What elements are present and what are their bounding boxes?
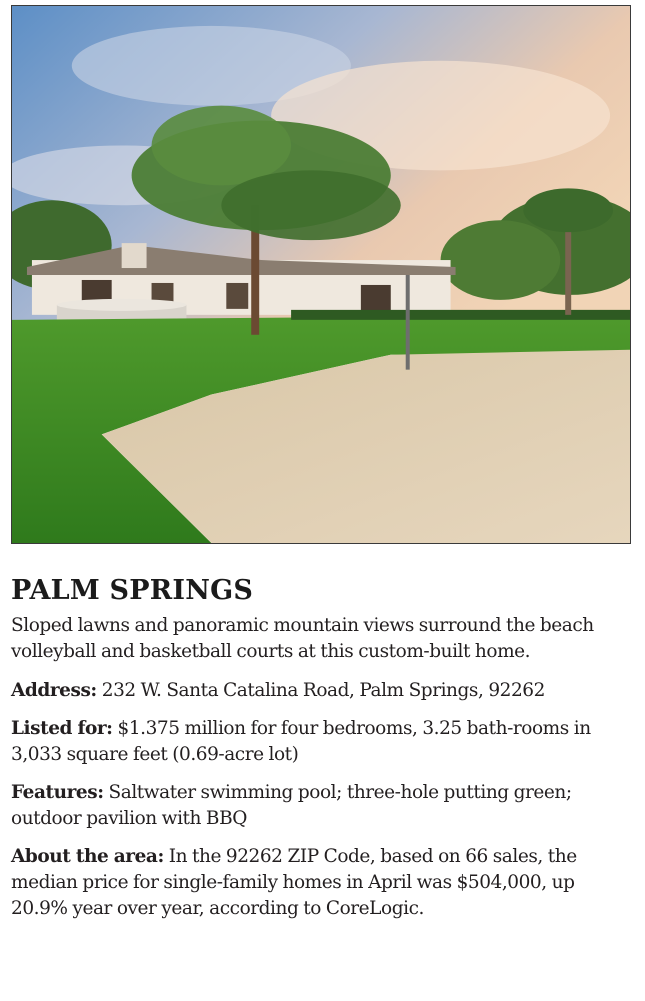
fact-listed-for-label: Listed for:	[11, 718, 113, 739]
fact-features-value: Saltwater swimming pool; three-hole putting green; outdoor pavilion with BBQ	[11, 782, 572, 829]
property-photo-illustration	[12, 6, 630, 543]
fact-about-area-value: In the 92262 ZIP Code, based on 66 sales, the median price for single-family homes in April was $504,000, up 20.9% year over year, according to CoreLogic.	[11, 846, 577, 919]
listing-text	[11, 574, 635, 934]
fact-listed-for	[11, 716, 635, 768]
fact-address-value: 232 W. Santa Catalina Road, Palm Springs, 92262	[96, 680, 545, 701]
fact-address-label: Address:	[11, 680, 97, 701]
listing-deck: Sloped lawns and panoramic mountain views surround the beach volleyball and basketball courts at this custom-built home.	[11, 615, 594, 662]
fact-about-area	[11, 844, 635, 922]
fact-features	[11, 780, 635, 832]
fact-listed-for-value: $1.375 million for four bedrooms, 3.25 bath-rooms in 3,033 square feet (0.69-acre lot)	[11, 718, 591, 765]
listing-headline: PALM SPRINGS	[11, 575, 254, 606]
fact-features-label: Features:	[11, 782, 104, 803]
property-photo	[11, 5, 631, 544]
fact-address	[11, 678, 635, 704]
fact-about-area-label: About the area:	[11, 846, 164, 867]
